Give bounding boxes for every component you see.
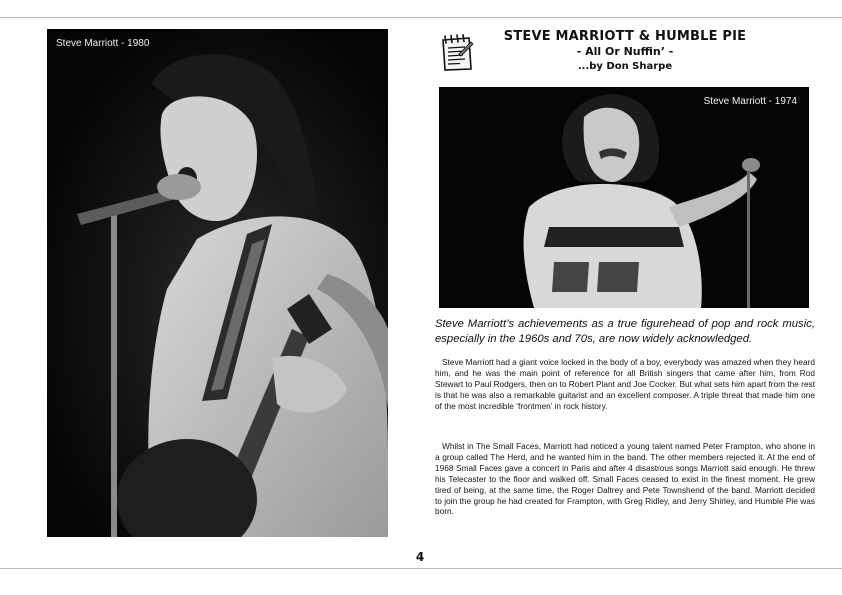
photo-steve-marriott-1974 (439, 87, 809, 308)
photo-caption-1974: Steve Marriott - 1974 (703, 96, 797, 107)
photo-illustration (439, 87, 809, 308)
article-subtitle: - All Or Nuffin’ - (576, 45, 674, 58)
notepad-icon (440, 34, 474, 72)
photo-caption-1980: Steve Marriott - 1980 (56, 38, 150, 49)
photo-illustration (47, 29, 388, 537)
article-paragraph (435, 441, 815, 517)
photo-steve-marriott-1980 (47, 29, 388, 537)
paragraph-text: Steve Marriott had a giant voice locked in the body of a boy, everybody was amazed when they heard him, and he was the main point of reference for all British singers that came after him, from Rod Stewart to Paul Rodgers, then on to Robert Plant and Joe Cocker. But what sets him apart from the rest is that he was also a remarkable guitarist and an excellent composer. A triple threat that made him one of the most incredible ‘frontmen’ in rock history. (435, 357, 816, 411)
top-rule (0, 17, 842, 18)
article-title: STEVE MARRIOTT & HUMBLE PIE (503, 29, 747, 44)
article-byline: ...by Don Sharpe (577, 61, 673, 72)
article-lead: Steve Marriott’s achievements as a true figurehead of pop and rock music, especially in the 1960s and 70s, are now widely acknowledged. (435, 318, 815, 345)
bottom-rule (0, 568, 842, 569)
page-number: 4 (415, 550, 425, 564)
article-paragraph (435, 357, 815, 412)
paragraph-text: Whilst in The Small Faces, Marriott had noticed a young talent named Peter Frampton, who shone in a group called The Herd, and he wanted him in the band. The other members rejected it. At the end of 1968 Small Faces gave a concert in Paris and after 4 disastrous songs Marriott said enough. He threw his Telecaster to the floor and walked off. Small Faces ceased to exist in the finest moment. He grew tired of being, at the same time, the Roger Daltrey and Pete Townshend of the band. Marriott decided to join the group he had created for Frampton, with Greg Ridley, and Jerry Shirley, and Humble Pie was born. (435, 441, 815, 517)
